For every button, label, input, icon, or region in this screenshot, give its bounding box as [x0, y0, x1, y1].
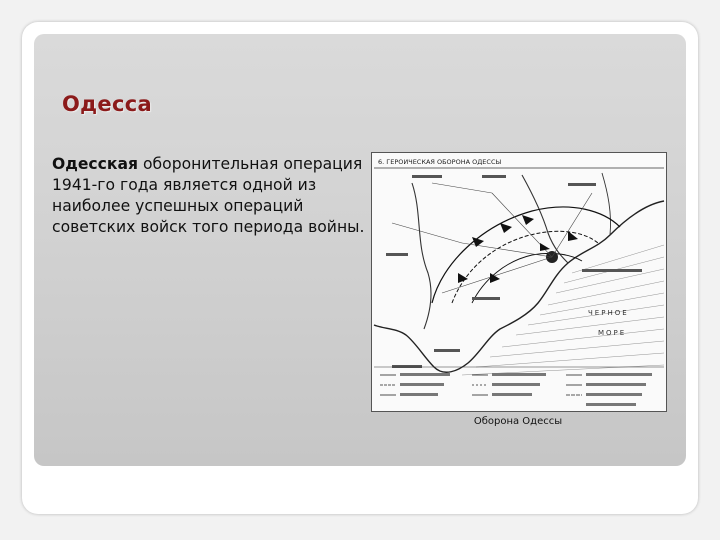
- sea-label-1: ЧЕРНОЕ: [588, 309, 629, 317]
- liman-west: [412, 183, 431, 329]
- sea-hatching: [462, 245, 664, 375]
- sea-label-2: МОРЕ: [598, 329, 627, 337]
- body-rest-text: оборонительная операция 1941-го года является одной из наиболее успешных операций советских войск того периода войны.: [52, 155, 365, 236]
- map-drawing: [372, 153, 666, 411]
- body-lead-word: Одесская: [52, 155, 139, 173]
- map-header: 6. ГЕРОИЧЕСКАЯ ОБОРОНА ОДЕССЫ: [378, 158, 502, 166]
- defense-line-middle: [452, 231, 598, 303]
- coastline: [374, 201, 664, 372]
- map-caption: Оборона Одессы: [473, 416, 563, 427]
- map-legend: [380, 373, 652, 406]
- slide-title: Одесса: [62, 92, 152, 116]
- slide-body-text: [52, 154, 372, 238]
- map-small-labels: [386, 175, 642, 368]
- odessa-defense-map: [371, 152, 667, 412]
- attack-arrows: [458, 215, 578, 283]
